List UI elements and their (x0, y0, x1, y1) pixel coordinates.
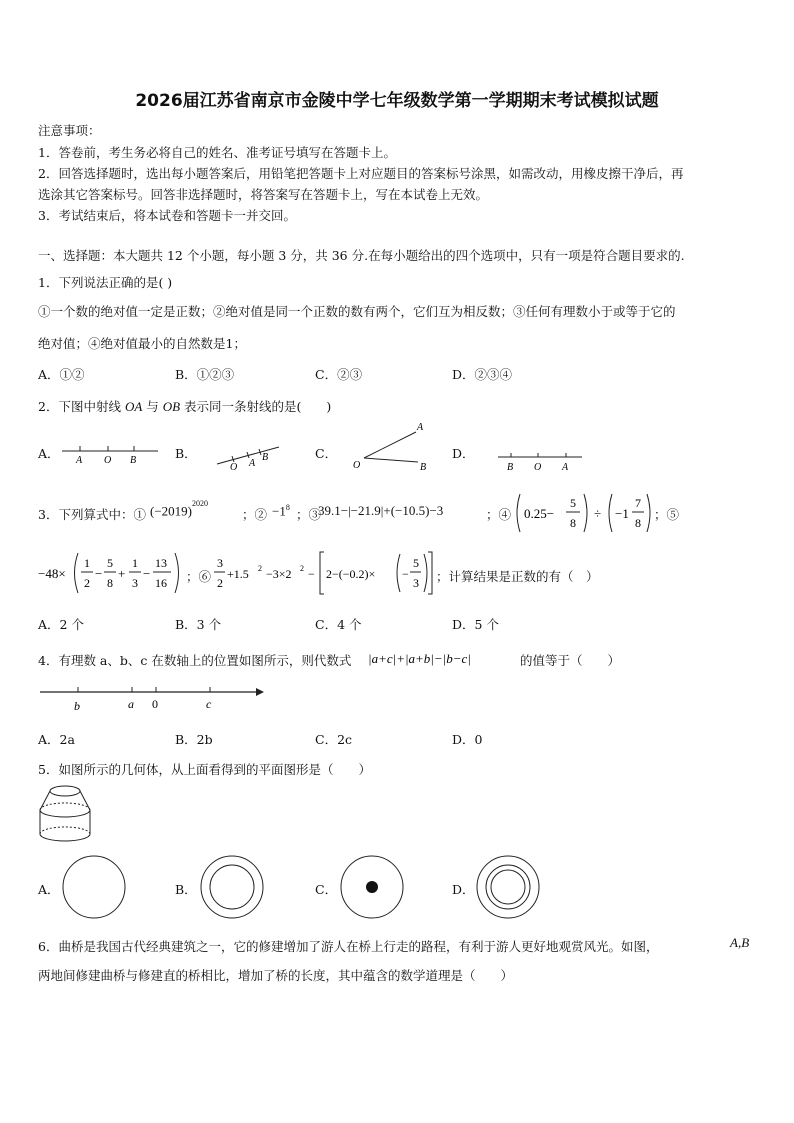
q5-option-d: D． (452, 882, 475, 897)
q3-e4-d1: 8 (570, 516, 576, 530)
q3-e6-d: 2−(−0.2)× (326, 567, 376, 581)
q4-option-a: A．2a (38, 732, 75, 747)
q3-e5-n1: 1 (84, 556, 90, 570)
q5-solid-figure (34, 782, 96, 846)
q2-figure-a (60, 440, 160, 466)
q3-option-a: A．2 个 (38, 617, 84, 632)
q3-e6-c: − (308, 567, 315, 581)
note-3: 3．考试结束后，将本试卷和答题卡一并交回。 (38, 208, 296, 223)
q2-stem-mid: 与 (142, 399, 163, 414)
q1-option-a: A．①② (38, 367, 85, 382)
q4-expression (366, 645, 522, 671)
q2-stem-post: 表示同一条射线的是( ) (180, 399, 332, 414)
q2-c-label-o: O (353, 460, 361, 471)
page-title: 2026届江苏省南京市金陵中学七年级数学第一学期期末考试模拟试题 (135, 91, 659, 111)
q4-option-c: C．2c (315, 732, 353, 747)
q3-e4-n1: 5 (570, 496, 576, 510)
q3-e4-a: 0.25− (524, 506, 555, 521)
q3-expr-2 (272, 503, 290, 519)
q5-figure-b (198, 853, 270, 925)
q2-d-label-a: A (562, 462, 569, 473)
q2-a-label-a: A (76, 455, 83, 466)
q2-option-d: D． (452, 446, 475, 461)
note-1: 1．答卷前，考生务必将自己的姓名、准考证号填写在答题卡上。 (38, 145, 396, 160)
q1-option-d: D．②③④ (452, 367, 513, 382)
q2-figure-b (214, 440, 284, 470)
q3-tail: ；计算结果是正数的有（ ） (436, 569, 599, 584)
q5-figure-c (338, 853, 410, 925)
q2-figure-d (496, 448, 586, 474)
q3-e5-m3: − (143, 566, 151, 581)
q3-expr-4 (514, 490, 654, 536)
q4-label-a: a (128, 697, 134, 711)
q3-e5-d2: 8 (107, 576, 113, 590)
q2-stem (38, 397, 331, 415)
q3-sep-4: ；⑤ (654, 507, 680, 522)
q3-e4-n2: 7 (635, 496, 641, 510)
q5-figure-d (474, 853, 546, 925)
q3-e4-div: ÷ (594, 506, 602, 521)
q3-e2-exp: 8 (285, 503, 290, 512)
q6-line-1: 6．曲桥是我国古代经典建筑之一，它的修建增加了游人在桥上行走的路程，有利于游人更好地观赏风光。如图， (38, 939, 659, 954)
q4-expr-text: |a+c|+|a+b|−|b−c| (368, 651, 471, 666)
note-2b: 选涂其它答案标号。回答非选择题时，将答案写在答题卡上，写在本试卷上无效。 (38, 187, 489, 202)
q3-e5-m2: + (118, 566, 126, 581)
q3-e6-sq1: 2 (258, 564, 262, 573)
q2-figure-c (350, 418, 435, 474)
q3-e5-d4: 16 (155, 576, 167, 590)
q3-option-d: D．5 个 (452, 617, 499, 632)
q2-option-b: B． (175, 446, 197, 461)
q6-ab: A,B (730, 935, 750, 950)
q1-option-c: C．②③ (315, 367, 363, 382)
q3-e6-neg: − (402, 567, 409, 581)
q4-label-c: c (206, 697, 212, 711)
q2-b-label-b: B (262, 452, 269, 463)
q3-e6-n2: 5 (413, 556, 419, 570)
q3-e6-d2: 3 (413, 576, 419, 590)
q2-option-c: C． (315, 446, 338, 461)
q3-expr-3: 39.1−|−21.9|+(−10.5)−3 (318, 503, 444, 518)
q3-e5-d3: 3 (132, 576, 138, 590)
q1-body-2: 绝对值；④绝对值最小的自然数是1； (38, 336, 246, 351)
q3-expr-5 (38, 548, 188, 598)
q3-e5-n3: 1 (132, 556, 138, 570)
q4-option-b: B．2b (175, 732, 213, 747)
q5-stem: 5．如图所示的几何体，从上面看得到的平面图形是（ ） (38, 762, 371, 777)
q2-b-label-a: A (249, 458, 256, 469)
section-heading: 一、选择题：本大题共 12 个小题，每小题 3 分，共 36 分.在每小题给出的四个选项中，只有一项是符合题目要求的. (38, 248, 685, 263)
q4-option-d: D．0 (452, 732, 483, 747)
q2-c-label-b: B (420, 462, 427, 473)
q5-option-a: A． (38, 882, 60, 897)
q2-b-label-o: O (230, 462, 238, 470)
q2-ray-ob: OB (162, 399, 181, 414)
q2-d-label-b: B (507, 462, 514, 473)
q3-e4-d2: 8 (635, 516, 641, 530)
q3-e6-a: +1.5 (227, 567, 249, 581)
q3-e6-sq2: 2 (300, 564, 304, 573)
q2-ray-oa: OA (124, 399, 143, 414)
q3-e2-base: −1 (272, 503, 286, 519)
q4-label-0: 0 (152, 697, 158, 711)
q3-sep-2: ；③ (296, 507, 322, 522)
q3-e6-d1: 2 (217, 576, 223, 590)
q3-option-b: B．3 个 (175, 617, 222, 632)
q5-figure-a (60, 853, 132, 925)
q2-option-a: A． (38, 446, 60, 461)
q2-a-label-o: O (104, 455, 112, 466)
q3-e5-n4: 13 (155, 556, 167, 570)
q1-stem: 1．下列说法正确的是( ) (38, 275, 173, 290)
q3-lead: 3．下列算式中：① (38, 507, 146, 522)
q3-option-c: C．4 个 (315, 617, 362, 632)
q3-expr-1 (150, 499, 208, 519)
q3-e5-a: −48× (38, 566, 66, 581)
q4-number-line (38, 682, 268, 714)
q2-c-label-a: A (417, 422, 424, 433)
q5-option-b: B． (175, 882, 197, 897)
q3-e5-d1: 2 (84, 576, 90, 590)
q3-e1-exp: 2020 (192, 499, 208, 508)
q4-label-b: b (74, 699, 80, 713)
q2-d-label-o: O (534, 462, 542, 473)
q5-option-c: C． (315, 882, 338, 897)
q3-sep-1: ；② (242, 507, 268, 522)
q4-stem: 4．有理数 a、b、c 在数轴上的位置如图所示，则代数式 (38, 653, 352, 668)
q3-e6-n1: 3 (217, 556, 223, 570)
notes-heading: 注意事项： (38, 123, 101, 138)
q2-stem-pre: 2．下图中射线 (38, 399, 125, 414)
q3-e5-n2: 5 (107, 556, 113, 570)
note-2a: 2．回答选择题时，选出每小题答案后，用铅笔把答题卡上对应题目的答案标号涂黑，如需改动，用橡皮擦干净后，再 (38, 166, 684, 181)
q2-a-label-b: B (130, 455, 137, 466)
q4-tail: 的值等于（ ） (520, 653, 621, 668)
q3-e5-m1: − (95, 566, 103, 581)
q3-e6-b: −3×2 (266, 567, 292, 581)
q1-body-1: ①一个数的绝对值一定是正数；②绝对值是同一个正数的数有两个，它们互为相反数；③任何有理数小于或等于它的 (38, 304, 676, 319)
q3-e1-base: (−2019) (150, 503, 192, 519)
q6-line-2: 两地间修建曲桥与修建直的桥相比，增加了桥的长度，其中蕴含的数学道理是（ ） (38, 968, 514, 983)
q3-sep-5: ；⑥ (186, 569, 212, 584)
q3-sep-3: ；④ (486, 507, 512, 522)
q3-expr-6 (214, 548, 454, 598)
q3-e4-c: −1 (615, 506, 629, 521)
q1-option-b: B．①②③ (175, 367, 235, 382)
